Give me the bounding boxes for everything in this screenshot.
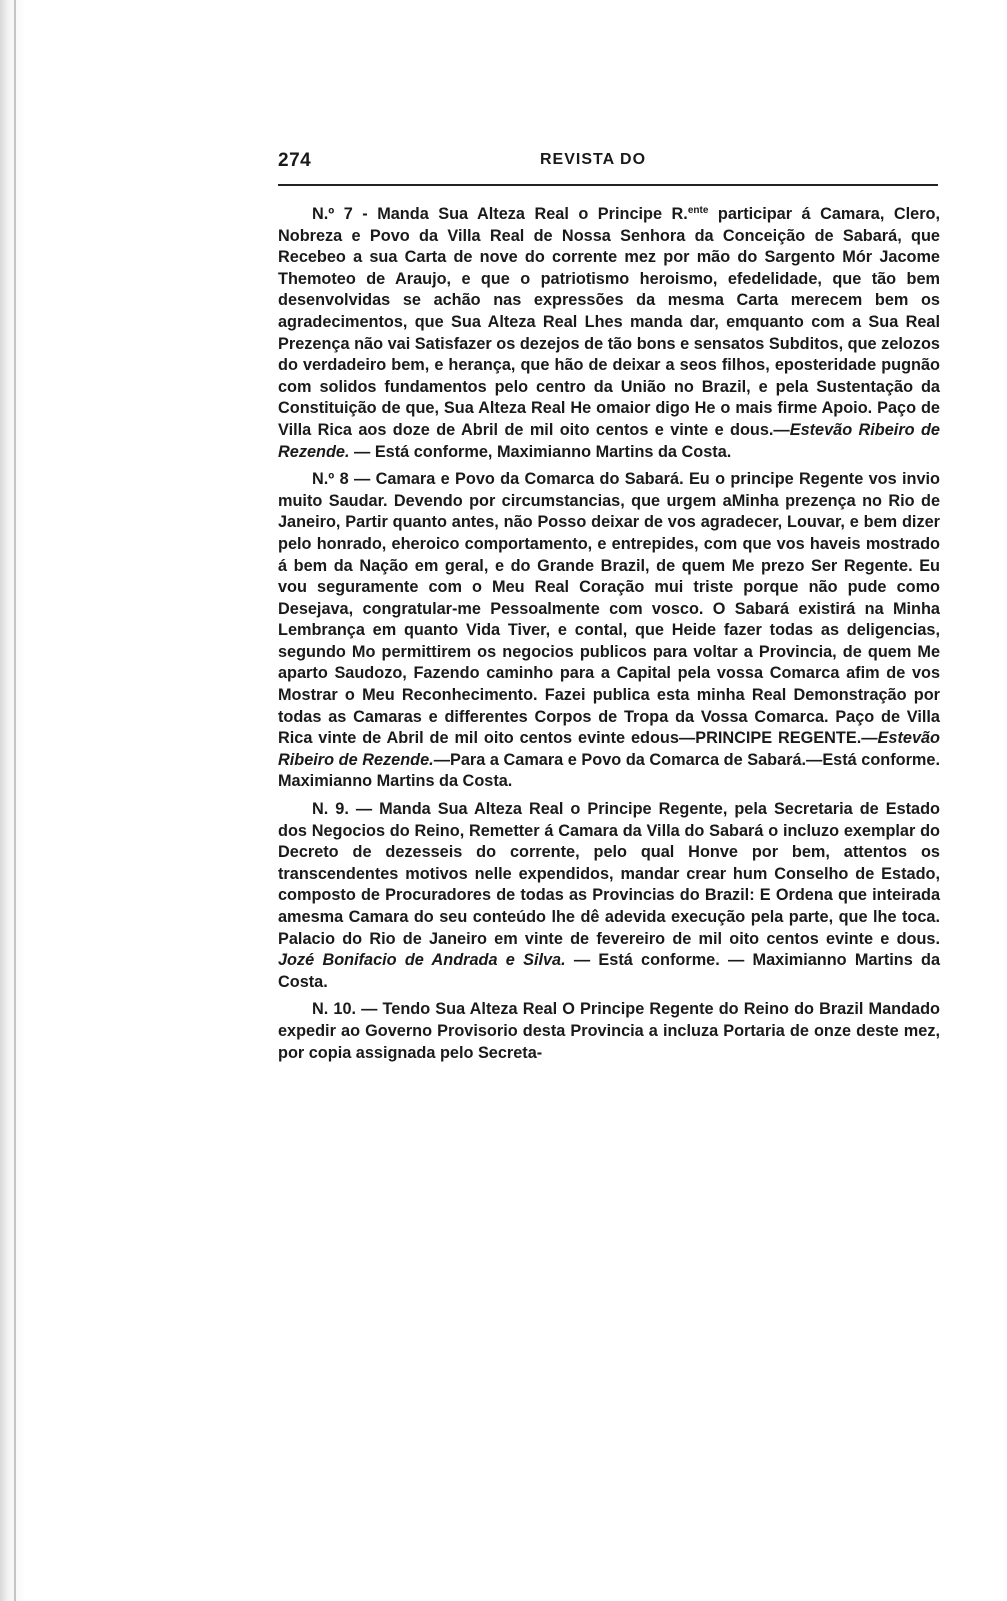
entry-8-text-end: —Para a Camara e Povo da Comarca de Sabará.—Está conforme. Maximianno Martins da Costa. [278, 750, 940, 791]
entry-8-text-body: N.º 8 — Camara e Povo da Comarca do Sabará. Eu o principe Regente vos invio muito Saudar. Devendo por circumstancias, que urgem aMinha prezença no Rio de Janeiro, Partir quanto antes, não Posso deixar de vos agradecer, Louvar, e bem dizer pelo honrado, eheroico comportamento, e entrepides, com que vos haveis mostrado á bem da Nação em geral, e do Grande Brazil, de quem Me prezo Ser Regente. Eu vou seguramente com o Meu Real Coração mui triste porque não pude como Desejava, congratular-me Pessoalmente com vosco. O Sabará existirá na Minha Lembrança em quanto Vida Tiver, e contal, que Heide fazer todas as deligencias, segundo Mo permittirem os negocios publicos para voltar a Provincia, de quem Me aparto Saudozo, Fazendo caminho para a Capital pela vossa Comarca afim de vos Mostrar o Meu Reconhecimento. Fazei publica esta minha Real Demonstração por todas as Camaras e differentes Corpos de Tropa da Vossa Comarca. Paço de Villa Rica vinte de Abril de mil oito centos evinte edous—PRINCIPE REGENTE. [278, 470, 940, 748]
page-number: 274 [278, 150, 312, 171]
binding-edge [0, 0, 26, 1601]
entry-9-text-end: — Está conforme. — Maximianno Martins da Costa. [278, 951, 941, 991]
entry-10-text-body: N. 10. — Tendo Sua Alteza Real O Principe Regente do Reino do Brazil Mandado expedir ao Governo Provisorio desta Provincia a incluza Portaria de onze deste mez, por copia assignada pelo Secreta- [278, 1000, 940, 1062]
entry-9-paragraph [278, 799, 940, 993]
entry-9-signature: Jozé Bonifacio de Andrada e Silva. [278, 951, 566, 970]
entry-8-signature: —Estevão Ribeiro de Rezende. [278, 729, 940, 769]
entry-8-paragraph [278, 469, 940, 793]
entry-7-signature: Estevão Ribeiro de Rezende. [278, 420, 940, 461]
binding-shadow-line [14, 0, 16, 1601]
document-body [278, 204, 940, 1070]
entry-7-text-start: N.º 7 - Manda Sua Alteza Real o Principe R. [312, 205, 688, 223]
entry-10-paragraph [278, 999, 940, 1064]
entry-7-text-body: participar á Camara, Clero, Nobreza e Povo da Villa Real de Nossa Senhora da Conceição de Sabará, que Recebeo a sua Carta de nove do corrente mez por mão do Sargento Mór Jacome Themoteo de Araujo, e que o patriotismo heroismo, efedelidade, que tão bem desenvolvidas se achão nas expressões da mesma Carta merecem bem os agradecimentos, que Sua Alteza Real Lhes manda dar, emquanto com a Sua Real Prezença não vai Satisfazer os dezejos de tão bons e sensatos Subditos, que zelozos do verdadeiro bem, e herança, que hão de deixar a seos filhos, eposteridade pugnão com solidos fundamentos pelo centro da União no Brazil, e pela Sustentação da Constituição de que, Sua Alteza Real He omaior digo He o mais firme Apoio. Paço de Villa Rica aos doze de Abril de mil oito centos e vinte e dous.— [278, 205, 941, 439]
journal-title: REVISTA DO [540, 151, 647, 168]
entry-9-text-body: N. 9. — Manda Sua Alteza Real o Principe Regente, pela Secretaria de Estado dos Negocios do Reino, Remetter á Camara da Villa do Sabará o incluzo exemplar do Decreto de dezesseis do corrente, pelo qual Honve por bem, attentos os transcendentes motivos nelle expendidos, mandar crear hum Conselho de Estado, composto de Procuradores de todas as Provincias do Brazil: E Ordena que inteirada amesma Camara do seu conteúdo lhe dê adevida execução pela parte, que lhe toca. Palacio do Rio de Janeiro em vinte de fevereiro de mil oito centos evinte e dous. [278, 800, 940, 948]
entry-7-paragraph [278, 204, 940, 463]
running-head [278, 148, 938, 178]
entry-7-superscript: ente [687, 205, 709, 216]
header-rule [278, 184, 938, 186]
entry-7-text-end: — Está conforme, Maximianno Martins da Costa. [349, 442, 732, 461]
